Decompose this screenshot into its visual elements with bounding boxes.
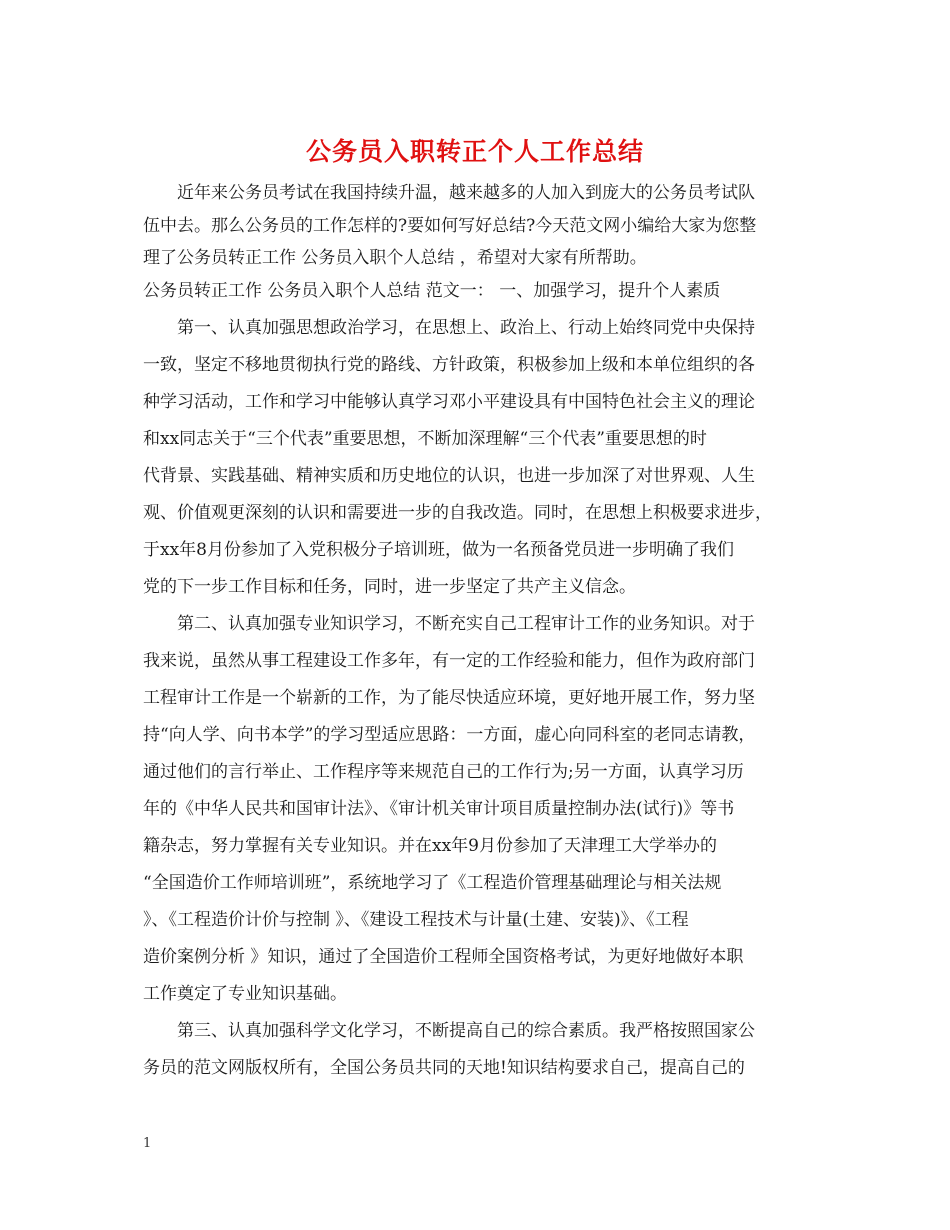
body-line: 一致，坚定不移地贯彻执行党的路线、方针政策，积极参加上级和本单位组织的各: [143, 355, 755, 375]
body-line: 工作奠定了专业知识基础。: [143, 984, 347, 1004]
document-title: 公务员入职转正个人工作总结: [305, 137, 644, 166]
body-line: 年的《中华人民共和国审计法》、《审计机关审计项目质量控制办法(试行)》等书: [143, 799, 735, 819]
body-line: 工程审计工作是一个崭新的工作，为了能尽快适应环境，更好地开展工作，努力坚: [143, 688, 755, 708]
body-line: 我来说，虽然从事工程建设工作多年，有一定的工作经验和能力，但作为政府部门: [143, 651, 755, 671]
body-line: 第一、认真加强思想政治学习，在思想上、政治上、行动上始终同党中央保持: [143, 318, 755, 338]
body-line: 理了公务员转正工作 公务员入职个人总结 ，希望对大家有所帮助。: [143, 248, 647, 268]
body-line: 籍杂志，努力掌握有关专业知识。并在xx年9月份参加了天津理工大学举办的: [143, 836, 717, 856]
body-line: 党的下一步工作目标和任务，同时，进一步坚定了共产主义信念。: [143, 577, 636, 597]
body-line: 造价案例分析 》知识，通过了全国造价工程师全国资格考试，为更好地做好本职: [143, 947, 744, 967]
body-line: 第二、认真加强专业知识学习，不断充实自己工程审计工作的业务知识。对于: [143, 614, 755, 634]
body-line: 通过他们的言行举止、工作程序等来规范自己的工作行为;另一方面，认真学习历: [143, 762, 744, 782]
body-line: 观、价值观更深刻的认识和需要进一步的自我改造。同时，在思想上积极要求进步，: [143, 503, 772, 523]
body-line: 第三、认真加强科学文化学习，不断提高自己的综合素质。我严格按照国家公: [143, 1021, 755, 1041]
body-line: 代背景、实践基础、精神实质和历史地位的认识，也进一步加深了对世界观、人生: [143, 466, 755, 486]
body-line: 和xx同志关于“三个代表”重要思想，不断加深理解“三个代表”重要思想的时: [143, 429, 707, 449]
body-line: 公务员转正工作 公务员入职个人总结 范文一： 一、加强学习，提升个人素质: [143, 281, 721, 301]
body-line: 近年来公务员考试在我国持续升温，越来越多的人加入到庞大的公务员考试队: [143, 183, 755, 203]
body-line: 持“向人学、向书本学”的学习型适应思路：一方面，虚心向同科室的老同志请教，: [143, 725, 756, 745]
body-line: 伍中去。那么公务员的工作怎样的?要如何写好总结?今天范文网小编给大家为您整: [143, 216, 757, 236]
body-line: 》、《工程造价计价与控制 》、《建设工程技术与计量(土建、安装)》、《工程: [143, 910, 689, 930]
page-number: 1: [143, 1136, 152, 1151]
body-line: 于xx年8月份参加了入党积极分子培训班，做为一名预备党员进一步明确了我们: [143, 540, 734, 560]
body-line: 务员的范文网版权所有，全国公务员共同的天地!知识结构要求自己，提高自己的: [143, 1058, 745, 1078]
body-line: “全国造价工作师培训班”，系统地学习了《工程造价管理基础理论与相关法规: [143, 873, 722, 893]
body-line: 种学习活动，工作和学习中能够认真学习邓小平建设具有中国特色社会主义的理论: [143, 392, 755, 412]
